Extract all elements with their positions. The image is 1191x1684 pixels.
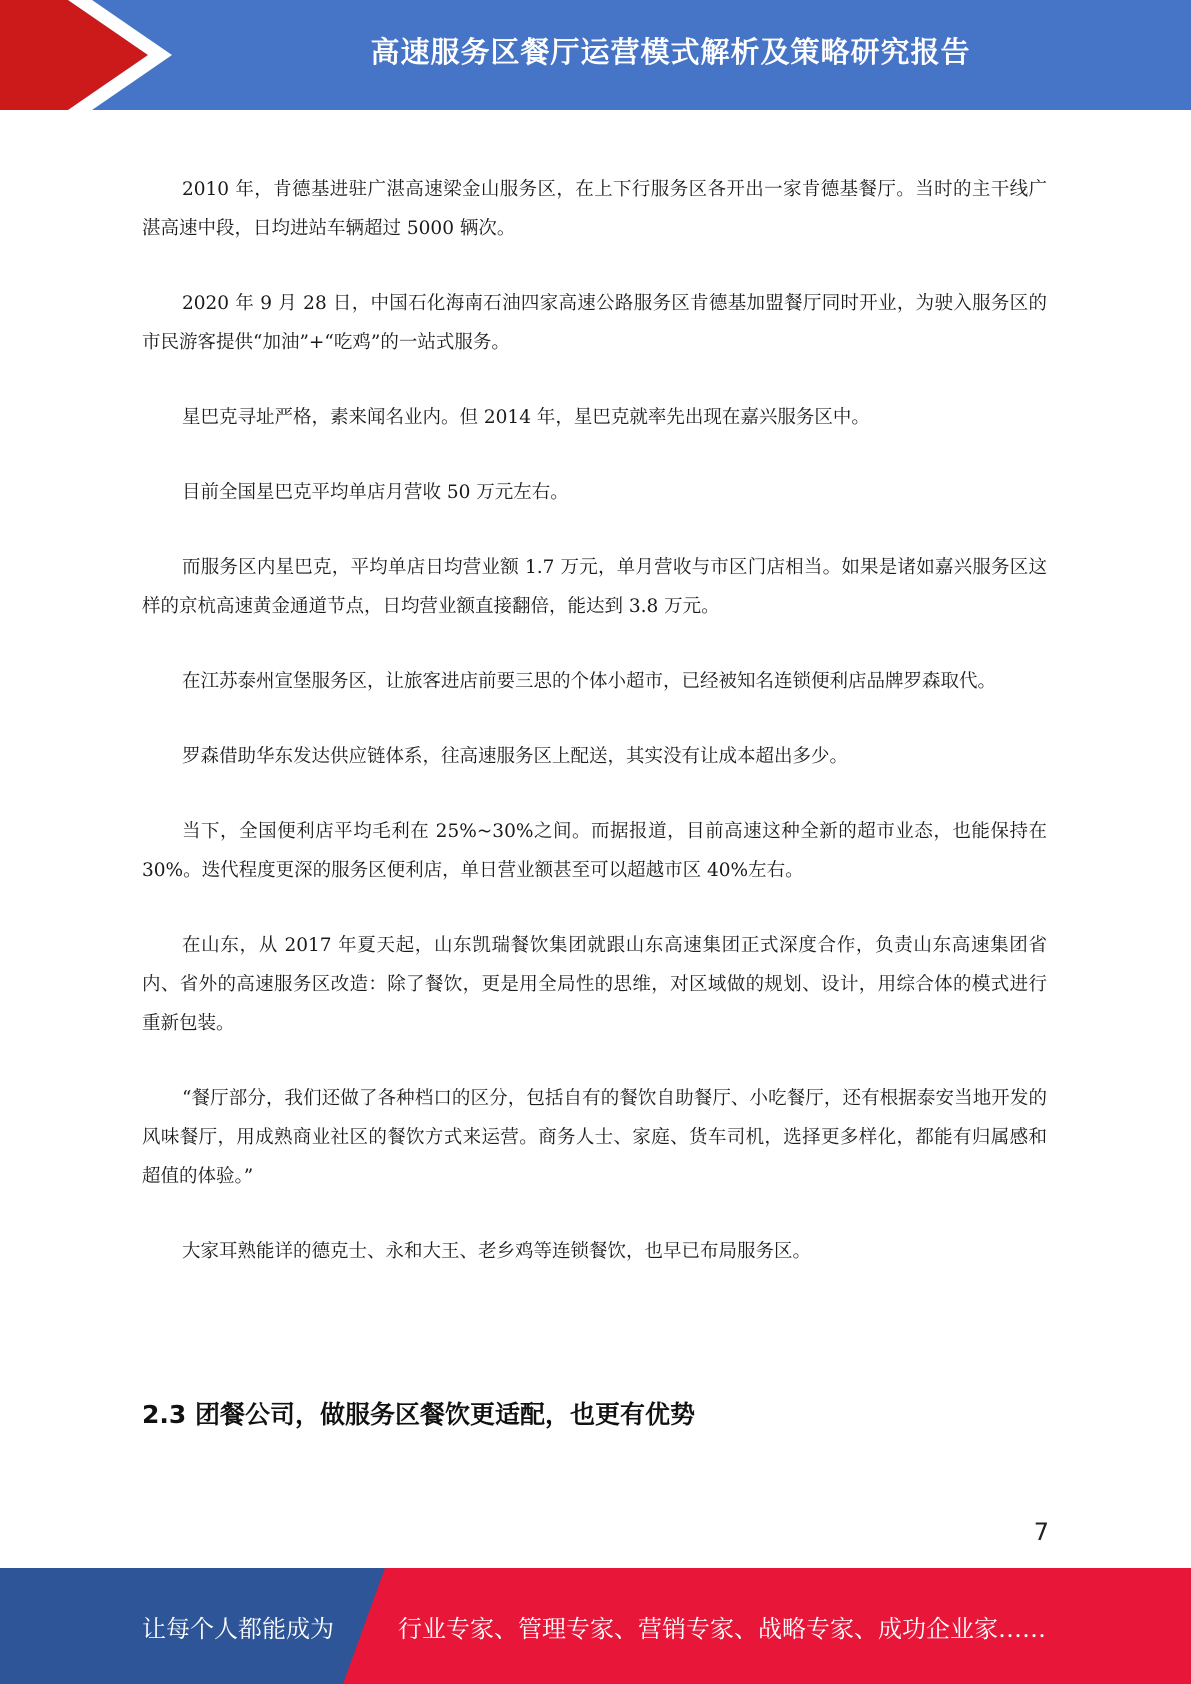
- paragraph: 在山东，从 2017 年夏天起，山东凯瑞餐饮集团就跟山东高速集团正式深度合作，负责山东高速集团省内、省外的高速服务区改造：除了餐饮，更是用全局性的思维，对区域做的规划、设计，用综合体的模式进行重新包装。: [142, 935, 1047, 1034]
- paragraph: 2020 年 9 月 28 日，中国石化海南石油四家高速公路服务区肯德基加盟餐厅同时开业，为驶入服务区的市民游客提供“加油”+“吃鸡”的一站式服务。: [142, 293, 1047, 353]
- page-footer: [0, 1568, 1191, 1684]
- footer-slogan-left: 让每个人都能成为: [142, 1614, 334, 1643]
- paragraph: 而服务区内星巴克，平均单店日均营业额 1.7 万元，单月营收与市区门店相当。如果是诸如嘉兴服务区这样的京杭高速黄金通道节点，日均营业额直接翻倍，能达到 3.8 万元。: [142, 557, 1047, 617]
- page-header: [0, 0, 1191, 110]
- footer-slogan-right: 行业专家、管理专家、营销专家、战略专家、成功企业家……: [398, 1614, 1046, 1643]
- report-title: 高速服务区餐厅运营模式解析及策略研究报告: [370, 34, 971, 69]
- paragraph: 大家耳熟能详的德克士、永和大王、老乡鸡等连锁餐饮，也早已布局服务区。: [182, 1241, 812, 1262]
- paragraph: 罗森借助华东发达供应链体系，往高速服务区上配送，其实没有让成本超出多少。: [182, 746, 849, 767]
- paragraph: 2010 年，肯德基进驻广湛高速梁金山服务区，在上下行服务区各开出一家肯德基餐厅。当时的主干线广湛高速中段，日均进站车辆超过 5000 辆次。: [142, 179, 1047, 239]
- paragraph: “餐厅部分，我们还做了各种档口的区分，包括自有的餐饮自助餐厅、小吃餐厅，还有根据泰安当地开发的风味餐厅，用成熟商业社区的餐饮方式来运营。商务人士、家庭、货车司机，选择更多样化，都能有归属感和超值的体验。”: [142, 1088, 1047, 1187]
- article-body: [142, 170, 1047, 1307]
- section-heading: 2.3 团餐公司，做服务区餐饮更适配，也更有优势: [142, 1400, 695, 1429]
- page-number: 7: [1033, 1518, 1049, 1546]
- paragraph: 目前全国星巴克平均单店月营收 50 万元左右。: [182, 482, 569, 503]
- paragraph: 当下，全国便利店平均毛利在 25%~30%之间。而据报道，目前高速这种全新的超市业态，也能保持在 30%。迭代程度更深的服务区便利店，单日营业额甚至可以超越市区 40%左右。: [142, 821, 1047, 881]
- paragraph: 星巴克寻址严格，素来闻名业内。但 2014 年，星巴克就率先出现在嘉兴服务区中。: [182, 407, 870, 428]
- paragraph: 在江苏泰州宣堡服务区，让旅客进店前要三思的个体小超市，已经被知名连锁便利店品牌罗森取代。: [182, 671, 997, 692]
